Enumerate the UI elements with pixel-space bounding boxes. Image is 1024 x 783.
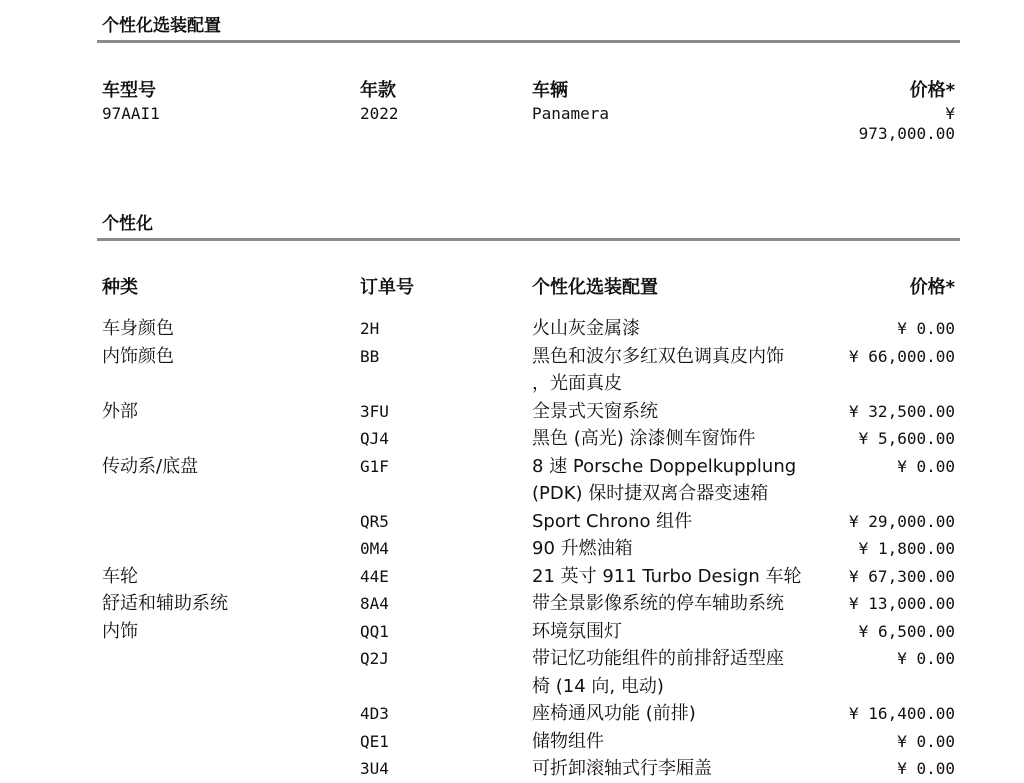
- option-category: 内饰: [102, 620, 138, 642]
- option-price: ¥ 0.00: [897, 319, 955, 338]
- base-price-value: [859, 104, 955, 144]
- option-description: [532, 535, 822, 563]
- option-description: [532, 618, 822, 646]
- year-value: 2022: [360, 104, 399, 123]
- header-option-price: 价格*: [909, 277, 955, 298]
- currency-symbol: ¥: [945, 104, 955, 123]
- option-description-line: 带记忆功能组件的前排舒适型座: [532, 648, 784, 669]
- option-description: [532, 645, 822, 700]
- option-code: 0M4: [360, 539, 389, 558]
- model-code-value: 97AAI1: [102, 104, 160, 123]
- option-description-line: 椅 (14 向, 电动): [532, 675, 664, 697]
- option-description: [532, 508, 822, 536]
- option-price: ¥ 0.00: [897, 731, 955, 751]
- option-description-line: 全景式天窗系统: [532, 400, 658, 422]
- option-description: [532, 728, 822, 756]
- option-description: [532, 590, 822, 618]
- option-description-line: 21 英寸 911 Turbo Design 车轮: [532, 565, 802, 587]
- option-description-line: (PDK) 保时捷双离合器变速箱: [532, 483, 769, 504]
- header-order-number: 订单号: [360, 277, 414, 298]
- option-description: [532, 563, 822, 591]
- vehicle-value: Panamera: [532, 104, 610, 123]
- option-code: 2H: [360, 319, 380, 338]
- option-description: [532, 398, 822, 426]
- section-title-personalization-config: 个性化选装配置: [102, 16, 221, 36]
- option-code: QR5: [360, 511, 389, 531]
- option-description-line: ，光面真皮: [532, 373, 622, 394]
- option-code: 3FU: [360, 401, 389, 421]
- header-category: 种类: [102, 277, 138, 298]
- option-description-line: 黑色 (高光) 涂漆侧车窗饰件: [532, 428, 756, 449]
- option-description-line: 座椅通风功能 (前排): [532, 703, 696, 724]
- option-code: 3U4: [360, 759, 389, 778]
- option-description: [532, 343, 822, 398]
- option-description-line: 带全景影像系统的停车辅助系统: [532, 593, 784, 614]
- option-category: 内饰颜色: [102, 345, 174, 367]
- option-price: ¥ 16,400.00: [849, 704, 955, 723]
- option-price: ¥ 0.00: [897, 456, 955, 476]
- option-price: ¥ 0.00: [897, 649, 955, 668]
- option-price: ¥ 13,000.00: [849, 594, 955, 613]
- option-price: ¥ 66,000.00: [849, 346, 955, 366]
- section-divider: [97, 238, 960, 241]
- header-price: 价格*: [909, 80, 955, 101]
- section-title-personalization: 个性化: [102, 214, 153, 234]
- option-category: 舒适和辅助系统: [102, 593, 228, 614]
- header-year: 年款: [360, 80, 396, 101]
- option-code: QE1: [360, 731, 389, 751]
- option-price: ¥ 5,600.00: [858, 429, 955, 448]
- option-category: 车轮: [102, 565, 138, 587]
- option-description-line: Sport Chrono 组件: [532, 510, 693, 532]
- option-code: 8A4: [360, 594, 389, 613]
- option-description-line: 储物组件: [532, 730, 604, 752]
- option-price: ¥ 6,500.00: [858, 621, 955, 641]
- option-category: 车身颜色: [102, 318, 174, 339]
- option-code: 44E: [360, 566, 389, 586]
- option-description: [532, 453, 822, 508]
- option-category: 外部: [102, 400, 138, 422]
- option-description: [532, 425, 822, 453]
- option-price: ¥ 67,300.00: [849, 566, 955, 586]
- header-option: 个性化选装配置: [532, 277, 658, 298]
- option-code: QJ4: [360, 429, 389, 448]
- option-price: ¥ 32,500.00: [849, 401, 955, 421]
- option-code: G1F: [360, 456, 389, 476]
- option-description-line: 可折卸滚轴式行李厢盖: [532, 758, 712, 779]
- option-category: 传动系/底盘: [102, 455, 199, 477]
- section-divider: [97, 40, 960, 43]
- option-description: [532, 755, 822, 783]
- option-description-line: 8 速 Porsche Doppelkupplung: [532, 455, 797, 477]
- option-description-line: 黑色和波尔多红双色调真皮内饰: [532, 345, 784, 367]
- option-description: [532, 315, 822, 343]
- option-price: ¥ 1,800.00: [858, 539, 955, 558]
- option-description-line: 90 升燃油箱: [532, 538, 633, 559]
- base-price-amount: 973,000.00: [858, 124, 955, 143]
- option-code: BB: [360, 346, 380, 366]
- header-model-code: 车型号: [102, 80, 156, 101]
- option-description: [532, 700, 822, 728]
- option-code: 4D3: [360, 704, 389, 723]
- option-code: QQ1: [360, 621, 389, 641]
- option-code: Q2J: [360, 649, 389, 668]
- header-vehicle: 车辆: [532, 80, 568, 101]
- option-description-line: 环境氛围灯: [532, 620, 622, 642]
- option-description-line: 火山灰金属漆: [532, 318, 640, 339]
- option-price: ¥ 29,000.00: [849, 511, 955, 531]
- option-price: ¥ 0.00: [897, 759, 955, 778]
